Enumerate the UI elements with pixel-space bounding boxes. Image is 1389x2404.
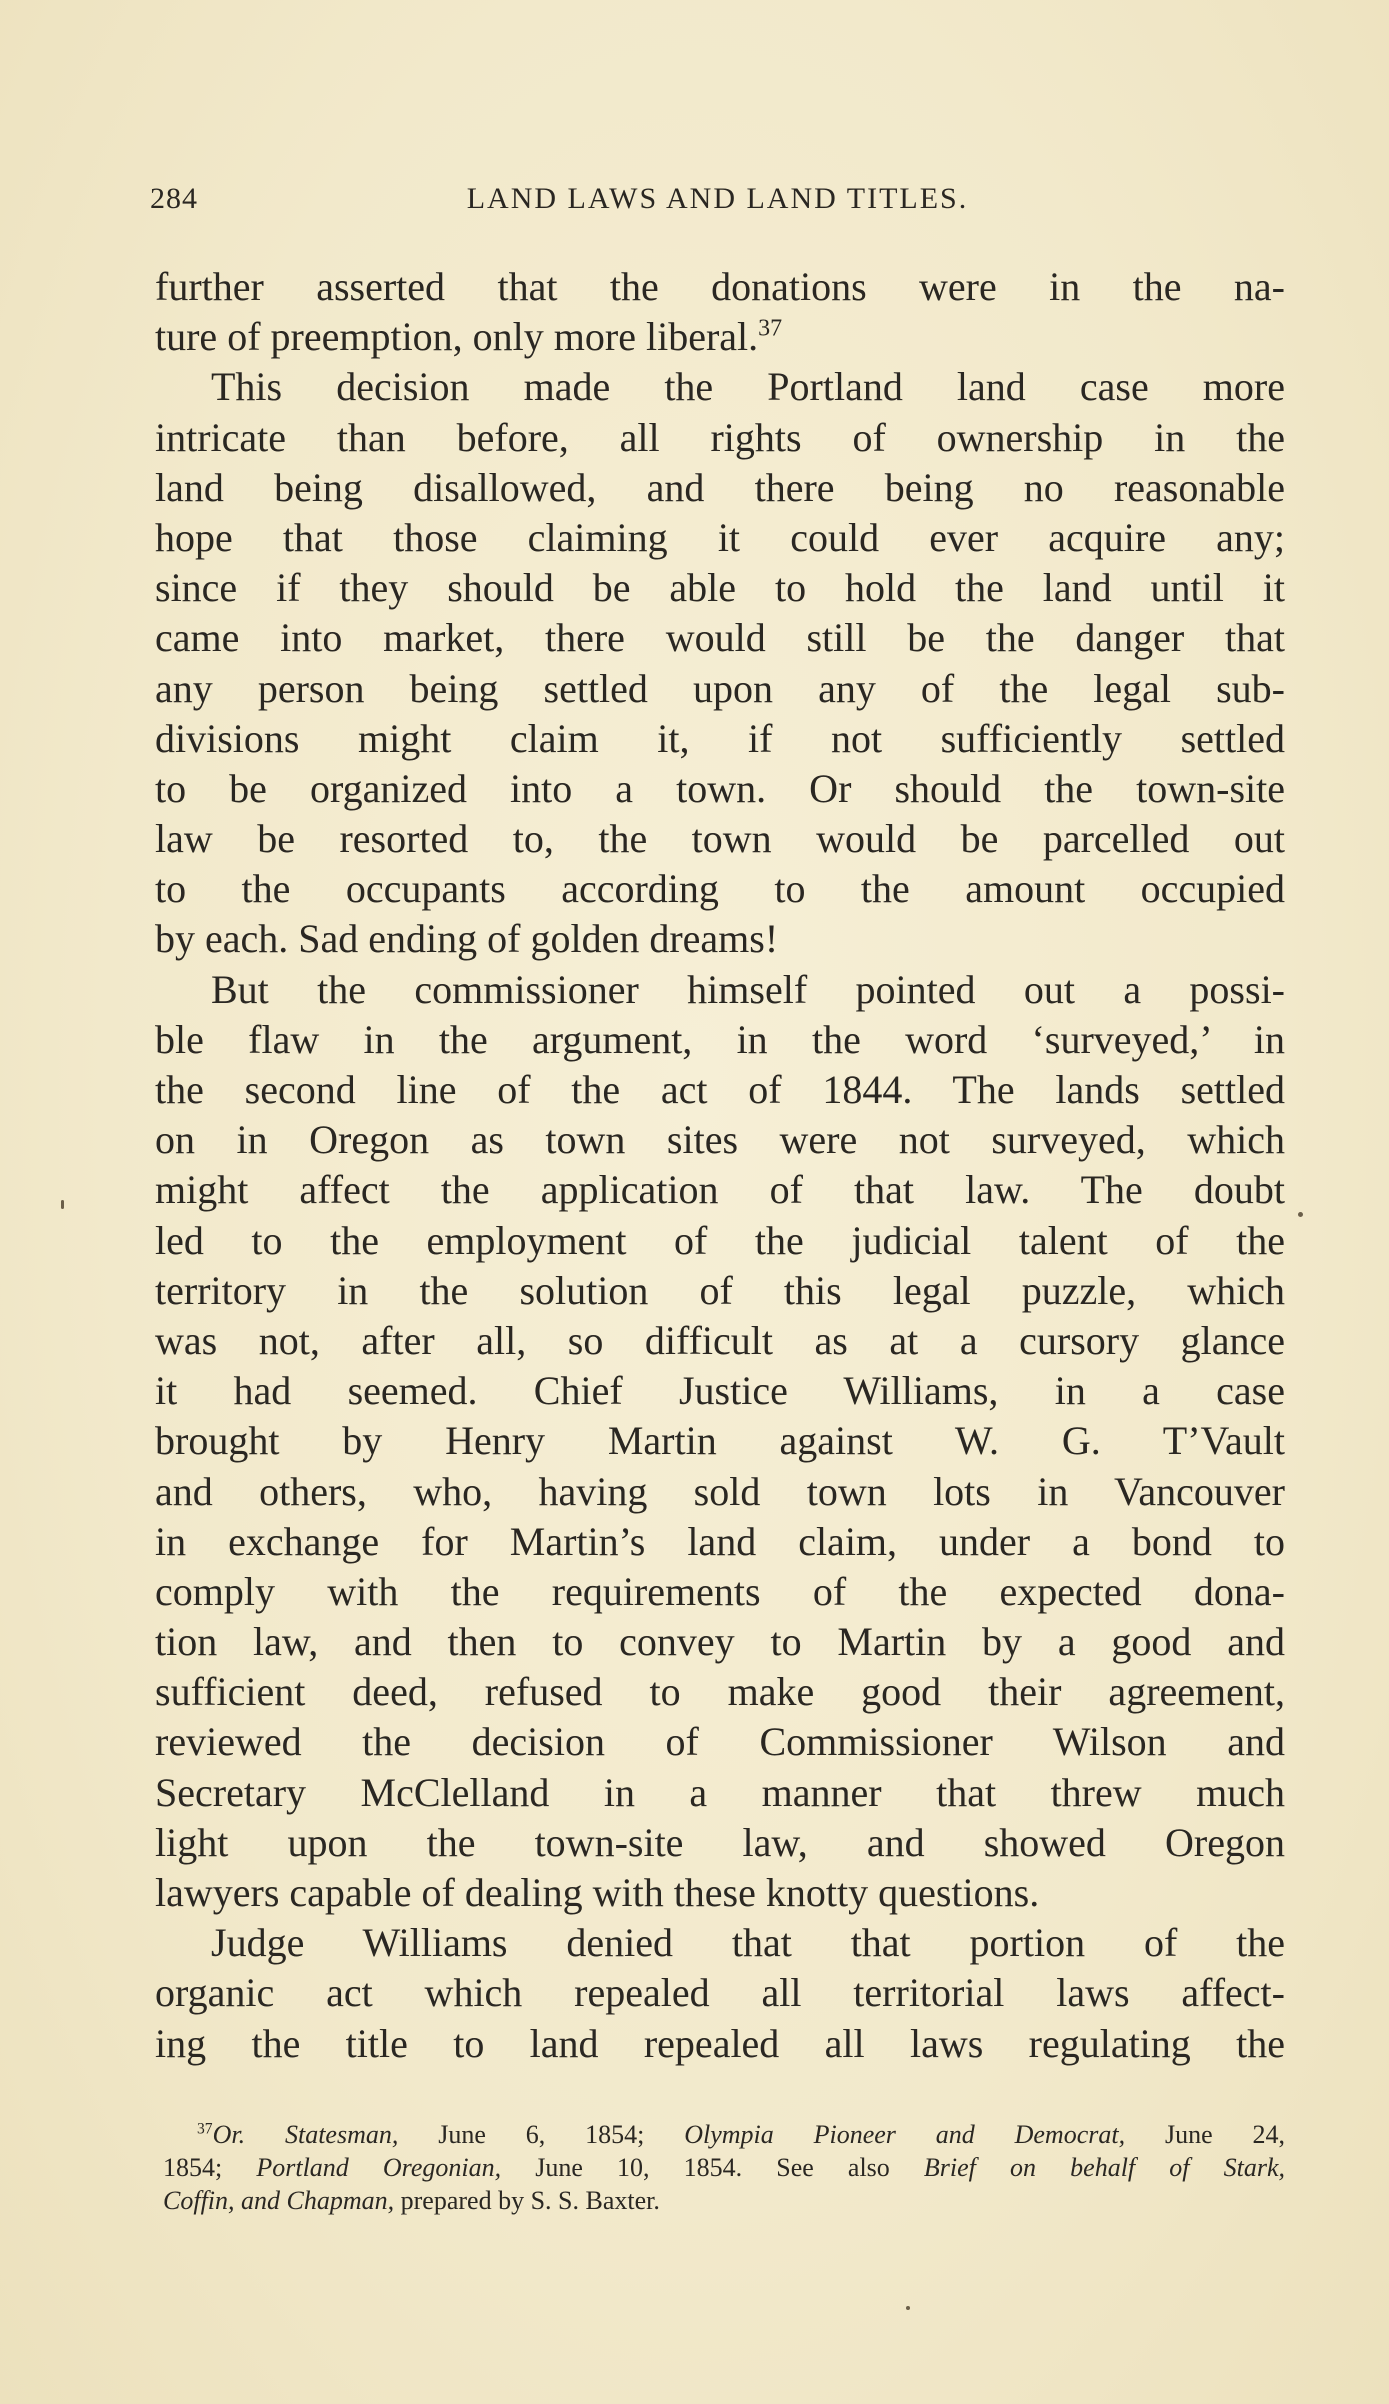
text-line: law be resorted to, the town would be parcelled out bbox=[155, 816, 1285, 862]
text-line: since if they should be able to hold the land until it bbox=[155, 565, 1285, 611]
text-line-with-footnote-ref bbox=[155, 312, 1285, 362]
citation-text: June 10, 1854. See also bbox=[501, 2153, 924, 2182]
page-number: 284 bbox=[150, 182, 198, 215]
text-line: intricate than before, all rights of ownership in the bbox=[155, 414, 1285, 460]
citation-text: 1854; bbox=[163, 2153, 257, 2182]
text-line: was not, after all, so difficult as at a cursory glance bbox=[155, 1317, 1285, 1363]
text-line: divisions might claim it, if not sufficiently settled bbox=[155, 715, 1285, 761]
text-line: might affect the application of that law. The doubt bbox=[155, 1167, 1285, 1213]
text-line: ing the title to land repealed all laws regulating the bbox=[155, 2020, 1285, 2066]
text-line: sufficient deed, refused to make good their agreement, bbox=[155, 1669, 1285, 1715]
text-line: comply with the requirements of the expected dona- bbox=[155, 1568, 1285, 1614]
text-line: ture of preemption, only more liberal. bbox=[155, 314, 759, 360]
text-line: Secretary McClelland in a manner that threw much bbox=[155, 1769, 1285, 1815]
paper-speck bbox=[1298, 1212, 1303, 1217]
citation-title: Or. Statesman, bbox=[212, 2120, 399, 2149]
text-line: territory in the solution of this legal puzzle, which bbox=[155, 1267, 1285, 1313]
citation-title: Coffin, and Chapman, bbox=[163, 2186, 395, 2215]
text-line: came into market, there would still be the danger that bbox=[155, 615, 1285, 661]
text-line: But the commissioner himself pointed out a possi- bbox=[211, 966, 1285, 1012]
text-line: hope that those claiming it could ever acquire any; bbox=[155, 514, 1285, 560]
text-line: by each. Sad ending of golden dreams! bbox=[155, 916, 779, 962]
text-line: brought by Henry Martin against W. G. T’Vault bbox=[155, 1418, 1285, 1464]
text-line: on in Oregon as town sites were not surveyed, which bbox=[155, 1117, 1285, 1163]
footnote-line bbox=[175, 2118, 1285, 2151]
page-header bbox=[150, 182, 1285, 228]
text-line: further asserted that the donations were in the na- bbox=[155, 264, 1285, 309]
citation-title: Brief on behalf of Stark, bbox=[923, 2153, 1285, 2182]
running-title: LAND LAWS AND LAND TITLES. bbox=[466, 182, 969, 215]
text-line: any person being settled upon any of the legal sub- bbox=[155, 665, 1285, 711]
text-line: lawyers capable of dealing with these knotty questions. bbox=[155, 1870, 1040, 1915]
footnote-marker: 37 bbox=[197, 2120, 213, 2138]
paper-speck bbox=[61, 1200, 64, 1209]
text-line: land being disallowed, and there being no reasonable bbox=[155, 464, 1285, 510]
footnote-reference: 37 bbox=[758, 315, 783, 342]
citation-text: June 6, 1854; bbox=[398, 2120, 685, 2149]
text-line: to the occupants according to the amount occupied bbox=[155, 866, 1285, 912]
citation-title: Olympia Pioneer and Democrat, bbox=[684, 2120, 1126, 2149]
paper-speck bbox=[906, 2306, 910, 2310]
text-line: light upon the town-site law, and showed Oregon bbox=[155, 1819, 1285, 1865]
citation-text: prepared by S. S. Baxter. bbox=[394, 2186, 660, 2215]
text-line: the second line of the act of 1844. The lands settled bbox=[155, 1067, 1285, 1112]
footnote-line bbox=[163, 2184, 1285, 2217]
text-line: This decision made the Portland land case more bbox=[211, 364, 1285, 410]
body-text bbox=[155, 262, 1285, 2069]
text-line: in exchange for Martin’s land claim, under a bond to bbox=[155, 1518, 1285, 1564]
text-line: ble flaw in the argument, in the word ‘surveyed,’ in bbox=[155, 1016, 1285, 1062]
text-line: it had seemed. Chief Justice Williams, in a case bbox=[155, 1368, 1285, 1414]
text-line: led to the employment of the judicial talent of the bbox=[155, 1217, 1285, 1263]
text-line: tion law, and then to convey to Martin by a good and bbox=[155, 1619, 1285, 1665]
footnote bbox=[163, 2118, 1285, 2217]
citation-title: Portland Oregonian, bbox=[256, 2153, 502, 2182]
text-line: and others, who, having sold town lots in Vancouver bbox=[155, 1468, 1285, 1514]
footnote-line bbox=[163, 2151, 1285, 2184]
text-line: reviewed the decision of Commissioner Wilson and bbox=[155, 1719, 1285, 1765]
citation-text: June 24, bbox=[1125, 2120, 1285, 2149]
text-line: organic act which repealed all territorial laws affect- bbox=[155, 1970, 1285, 2016]
text-line: to be organized into a town. Or should the town-site bbox=[155, 765, 1285, 811]
text-line: Judge Williams denied that that portion of the bbox=[211, 1920, 1285, 1966]
